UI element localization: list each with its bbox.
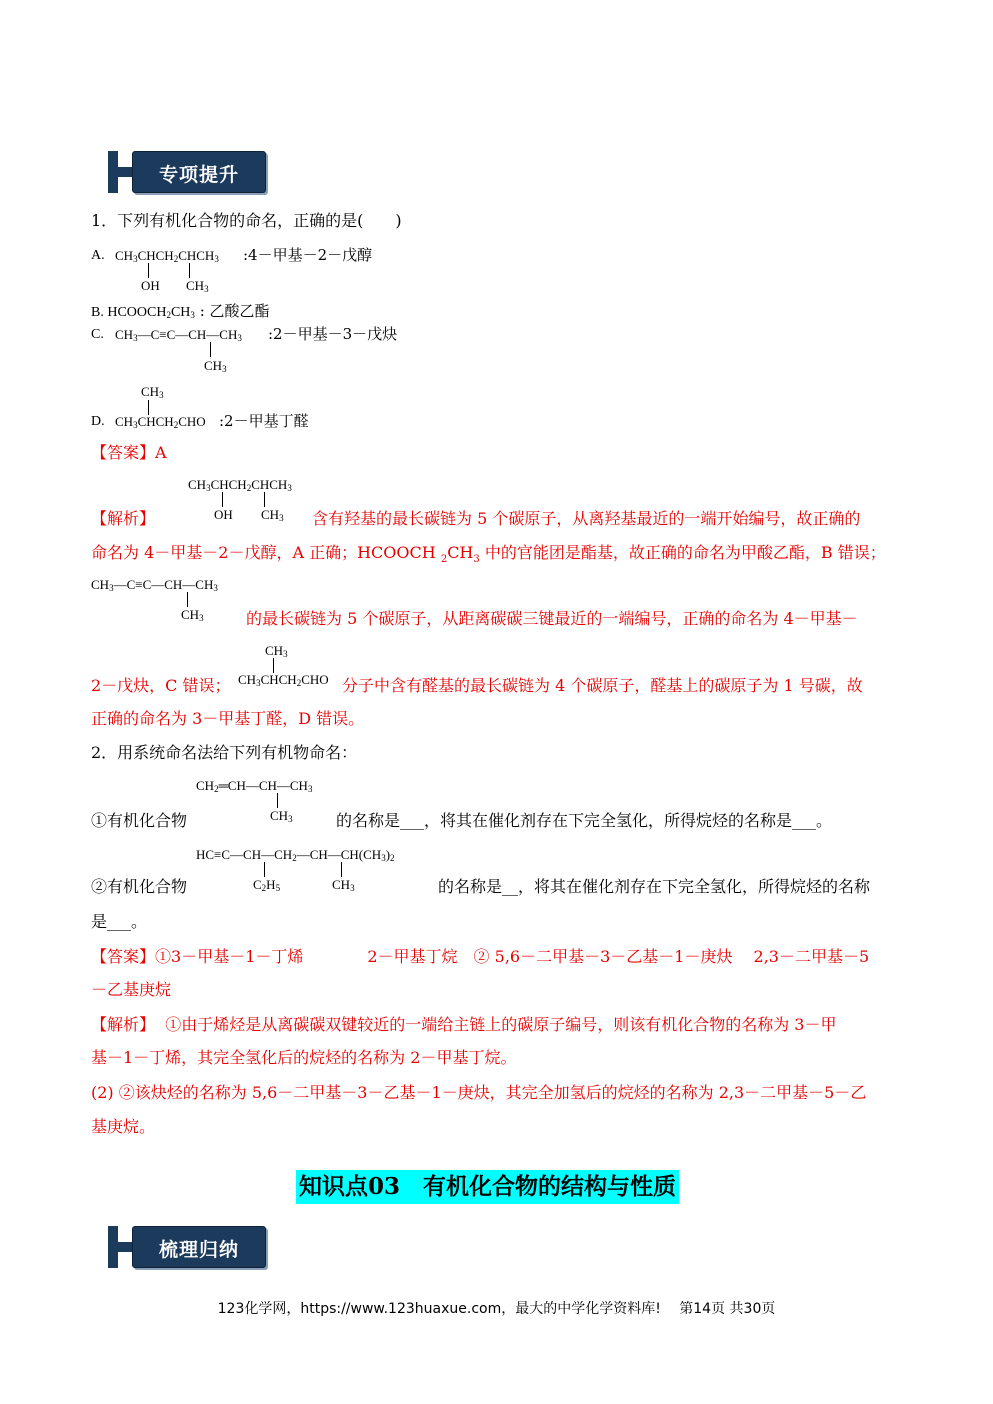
q1-analysis-line4a: 2－戊炔，C 错误； [91,676,231,695]
q2-formula1: $CH_2═CH—CH—CH_3$ [196,778,313,794]
banner-box [132,1226,266,1268]
q1-optC-prefix: C. [91,327,104,342]
q1-an-f1-oh: OH [214,507,233,522]
bond-line [187,592,188,607]
bond-line [264,862,265,877]
q2-formula1-sub: $CH_3$ [270,808,293,824]
bond-line [148,263,149,278]
q1-an-f2-sub: $CH_3$ [181,607,204,623]
q1-optC-name: :2－甲基－3－戊炔 [268,325,398,343]
q2-formula2-sub2: $CH_3$ [332,877,355,893]
q1-optD-top: $CH_3$ [141,384,164,400]
section-banner-special [108,151,266,193]
q1-analysis-line3: 的最长碳链为 5 个碳原子，从距离碳碳三键最近的一端编号，正确的命名为 4－甲基－ [246,609,858,628]
q2-analysis-line3: (2) ②该炔烃的名称为 5,6－二甲基－3－乙基－1－庚炔，其完全加氢后的烷烃的名称为 2,3－二甲基－5－乙 [91,1083,867,1102]
q1-analysis-line5: 正确的命名为 3－甲基丁醛，D 错误。 [91,709,365,728]
bond-line [210,342,211,357]
banner-box [132,151,266,193]
q2-formula2: $HC\equiv C—CH—CH_2—CH—CH(CH_3)_2$ [196,847,395,863]
q2-stem: 2．用系统命名法给下列有机物命名： [91,743,358,762]
bond-line [189,263,190,278]
q1-stem: 1．下列有机化合物的命名，正确的是( ) [91,211,402,230]
banner-bar [108,1226,118,1268]
q2-analysis-line2: 基－1－丁烯，其完全氢化后的烷烃的名称为 2－甲基丁烷。 [91,1048,517,1067]
q2-formula2-sub1: $C_2H_5$ [253,877,281,893]
q1-analysis-label: 【解析】 [91,509,156,528]
q1-an-formula3-main: $CH_3CHCH_2CHO$ [238,672,329,688]
q2-answer-line1: 【答案】①3－甲基－1－丁烯 2－甲基丁烷 ② 5,6－二甲基－3－乙基－1－庚炔 2,3－二甲基－5 [91,947,870,966]
q1-optB: B. $HCOOCH_2CH_3$ : 乙酸乙酯 [91,302,270,320]
q2-part2-b: 的名称是__，将其在催化剂存在下完全氢化，所得烷烃的名称 [438,877,871,896]
q1-answer: 【答案】A [91,443,167,462]
q1-optC-main: $CH_3—C\equiv C—CH—CH_3$ [115,327,242,343]
page-footer: 123化学网，https://www.123huaxue.com，最大的中学化学资料库! 第14页 共30页 [217,1301,776,1317]
q1-an-formula2: $CH_3—C\equiv C—CH—CH_3$ [91,577,218,593]
q1-optD-main: $CH_3CHCH_2CHO$ [115,414,206,430]
q2-analysis-line4: 基庚烷。 [91,1117,156,1136]
banner-stub [118,167,132,177]
bond-line [341,862,342,877]
q1-analysis-line1: 含有羟基的最长碳链为 5 个碳原子，从离羟基最近的一端开始编号，故正确的 [312,509,861,528]
banner-stub [118,1242,132,1252]
q1-optA-name: :4－甲基－2－戊醇 [243,246,373,264]
q1-an-formula3-top: $CH_3$ [265,643,288,659]
bond-line [277,793,278,808]
bond-line [264,492,265,507]
bond-line [148,400,149,415]
q1-optA-sub-oh: OH [141,278,160,293]
q1-optA-sub-ch3: $CH_3$ [186,278,209,294]
bond-line [222,492,223,507]
q1-an-formula1: $CH_3CHCH_2CHCH_3$ [188,477,292,493]
q1-optA-main: $CH_3CHCH_2CHCH_3$ [115,248,219,264]
q1-an-f1-ch3: $CH_3$ [261,507,284,523]
q2-part2-a: ②有机化合物 [91,877,188,896]
q1-optD-prefix: D. [91,414,105,429]
q1-optA-prefix: A. [91,248,105,263]
q1-optD-name: :2－甲基丁醛 [219,412,309,430]
banner-title: 梳理归纳 [158,1239,239,1261]
q2-analysis-line1: 【解析】 ①由于烯烃是从离碳碳双键较近的一端给主链上的碳原子编号，则该有机化合物的名称为 3－甲 [91,1015,837,1034]
bond-line [273,658,274,673]
q2-part2-c: 是___。 [91,912,148,931]
q2-part1-a: ①有机化合物 [91,811,188,830]
q2-answer-line2: －乙基庚烷 [91,980,172,999]
banner-bar [108,151,118,193]
q1-analysis-line2: 命名为 4－甲基－2－戊醇，A 正确；HCOOCH $_2CH_3$ 中的官能团是酯基，故正确的命名为甲酸乙酯，B 错误； [91,543,886,566]
q2-part1-b: 的名称是___，将其在催化剂存在下完全氢化，所得烷烃的名称是___。 [336,811,833,830]
q1-analysis-line4b: 分子中含有醛基的最长碳链为 4 个碳原子，醛基上的碳原子为 1 号碳，故 [342,676,863,695]
banner-title: 专项提升 [158,164,239,186]
knowledge-point-heading: 知识点03 有机化合物的结构与性质 [296,1170,679,1204]
q1-optC-sub: $CH_3$ [204,358,227,374]
section-banner-summary [108,1226,266,1268]
